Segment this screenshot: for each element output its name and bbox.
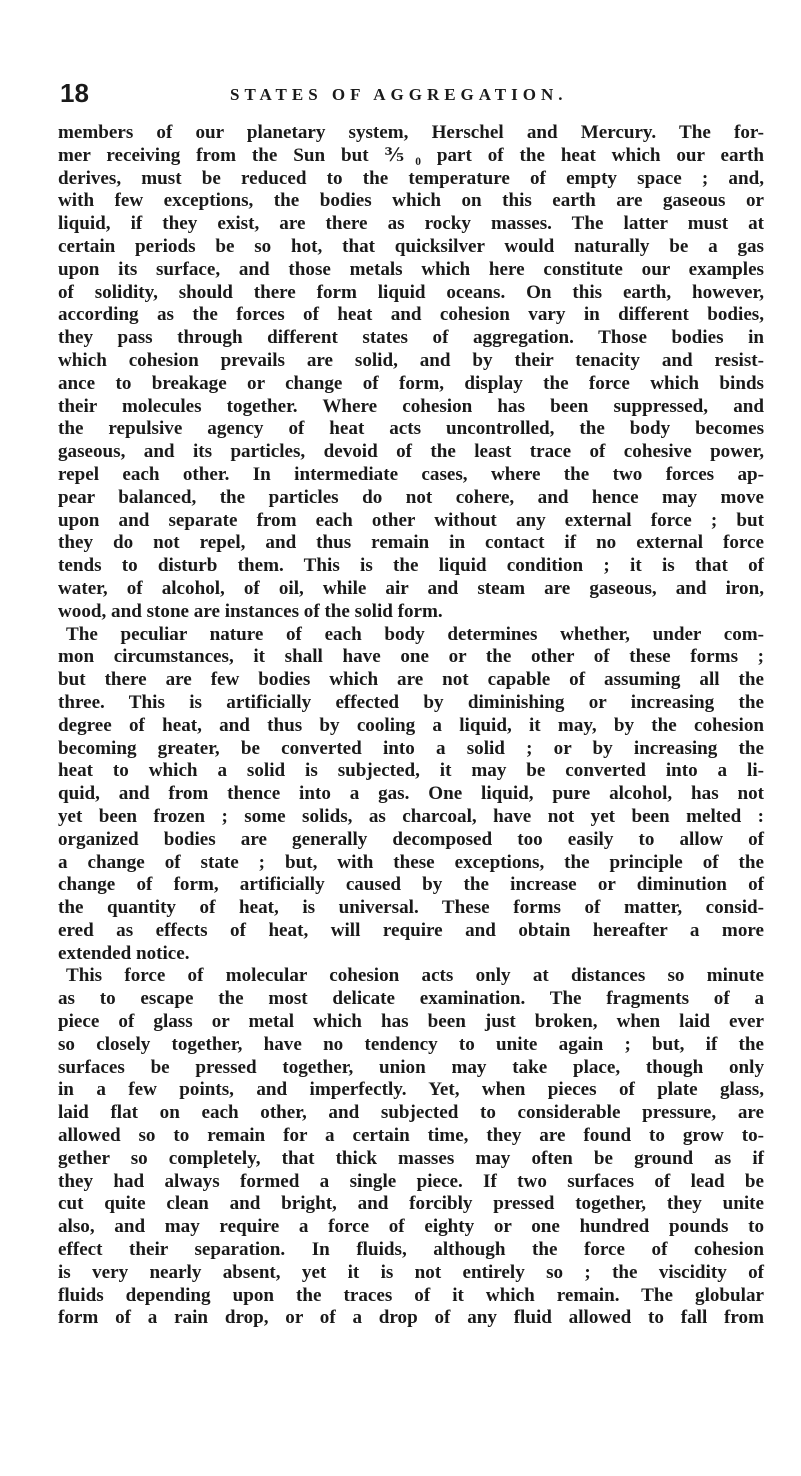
text-line: extended notice. — [58, 942, 190, 964]
text-line: pear balanced, the particles do not cohere, and hence may move — [58, 486, 764, 508]
text-line: This force of molecular cohesion acts only at distances so minute — [66, 965, 764, 987]
text-line: effect their separation. In fluids, although the force of cohesion — [58, 1239, 764, 1261]
text-line: according as the forces of heat and cohesion vary in different bodies, — [58, 304, 764, 326]
body-text — [58, 122, 764, 1330]
page-header — [60, 78, 760, 108]
text-line: a change of state ; but, with these exceptions, the principle of the — [58, 851, 764, 873]
text-line: gether so completely, that thick masses may often be ground as if — [58, 1147, 764, 1169]
text-line: of solidity, should there form liquid oceans. On this earth, however, — [58, 281, 764, 303]
text-line: organized bodies are generally decomposed too easily to allow of — [58, 828, 764, 850]
text-line: certain periods be so hot, that quicksilver would naturally be a gas — [58, 235, 764, 257]
text-line: quid, and from thence into a gas. One liquid, pure alcohol, has not — [58, 783, 764, 805]
text-line: tends to disturb them. This is the liquid condition ; it is that of — [58, 555, 764, 577]
text-line: degree of heat, and thus by cooling a liquid, it may, by the cohesion — [58, 714, 764, 736]
text-line: water, of alcohol, of oil, while air and steam are gaseous, and iron, — [58, 577, 764, 599]
text-line: form of a rain drop, or of a drop of any fluid allowed to fall from — [58, 1307, 764, 1329]
text-line: The peculiar nature of each body determines whether, under com- — [66, 623, 764, 645]
text-line: is very nearly absent, yet it is not entirely so ; the viscidity of — [58, 1261, 764, 1283]
text-line: mer receiving from the Sun but ⅗₀ part of the heat which our earth — [58, 144, 764, 166]
text-line: mon circumstances, it shall have one or the other of these forms ; — [58, 646, 764, 668]
text-line: they do not repel, and thus remain in contact if no external force — [58, 532, 764, 554]
text-line: upon and separate from each other without any external force ; but — [58, 509, 764, 531]
text-line: also, and may require a force of eighty or one hundred pounds to — [58, 1216, 764, 1238]
text-line: surfaces be pressed together, union may take place, though only — [58, 1056, 764, 1078]
text-line: gaseous, and its particles, devoid of the least trace of cohesive power, — [58, 441, 764, 463]
text-line: allowed so to remain for a certain time, they are found to grow to- — [58, 1125, 764, 1147]
text-line: so closely together, have no tendency to unite again ; but, if the — [58, 1033, 764, 1055]
text-line: piece of glass or metal which has been just broken, when laid ever — [58, 1011, 764, 1033]
text-line: which cohesion prevails are solid, and by their tenacity and resist- — [58, 349, 764, 371]
text-line: heat to which a solid is subjected, it may be converted into a li- — [58, 760, 764, 782]
text-line: three. This is artificially effected by diminishing or increasing the — [58, 691, 764, 713]
text-line: becoming greater, be converted into a solid ; or by increasing the — [58, 737, 764, 759]
text-line: wood, and stone are instances of the solid form. — [58, 600, 443, 622]
text-line: derives, must be reduced to the temperature of empty space ; and, — [58, 167, 764, 189]
text-line: repel each other. In intermediate cases, where the two forces ap- — [58, 463, 764, 485]
text-line: laid flat on each other, and subjected to considerable pressure, are — [58, 1102, 764, 1124]
text-line: in a few points, and imperfectly. Yet, when pieces of plate glass, — [58, 1079, 764, 1101]
text-line: fluids depending upon the traces of it which remain. The globular — [58, 1284, 764, 1306]
text-line: upon its surface, and those metals which here constitute our examples — [58, 258, 764, 280]
text-line: change of form, artificially caused by the increase or diminution of — [58, 874, 764, 896]
text-line: as to escape the most delicate examination. The fragments of a — [58, 988, 764, 1010]
text-line: cut quite clean and bright, and forcibly pressed together, they unite — [58, 1193, 764, 1215]
text-line: their molecules together. Where cohesion has been suppressed, and — [58, 395, 764, 417]
text-line: they pass through different states of aggregation. Those bodies in — [58, 327, 764, 349]
text-line: yet been frozen ; some solids, as charcoal, have not yet been melted : — [58, 805, 764, 827]
text-line: with few exceptions, the bodies which on this earth are gaseous or — [58, 190, 764, 212]
text-line: members of our planetary system, Herschel and Mercury. The for- — [58, 122, 764, 143]
text-line: ance to breakage or change of form, display the force which binds — [58, 372, 764, 394]
text-line: the repulsive agency of heat acts uncontrolled, the body becomes — [58, 418, 764, 440]
text-line: but there are few bodies which are not capable of assuming all the — [58, 669, 764, 691]
text-line: liquid, if they exist, are there as rocky masses. The latter must at — [58, 213, 764, 235]
running-head: STATES OF AGGREGATION. — [230, 85, 568, 104]
text-line: they had always formed a single piece. If two surfaces of lead be — [58, 1170, 764, 1192]
text-line: ered as effects of heat, will require and obtain hereafter a more — [58, 919, 764, 941]
page-number: 18 — [60, 78, 89, 108]
text-line: the quantity of heat, is universal. These forms of matter, consid- — [58, 897, 764, 919]
